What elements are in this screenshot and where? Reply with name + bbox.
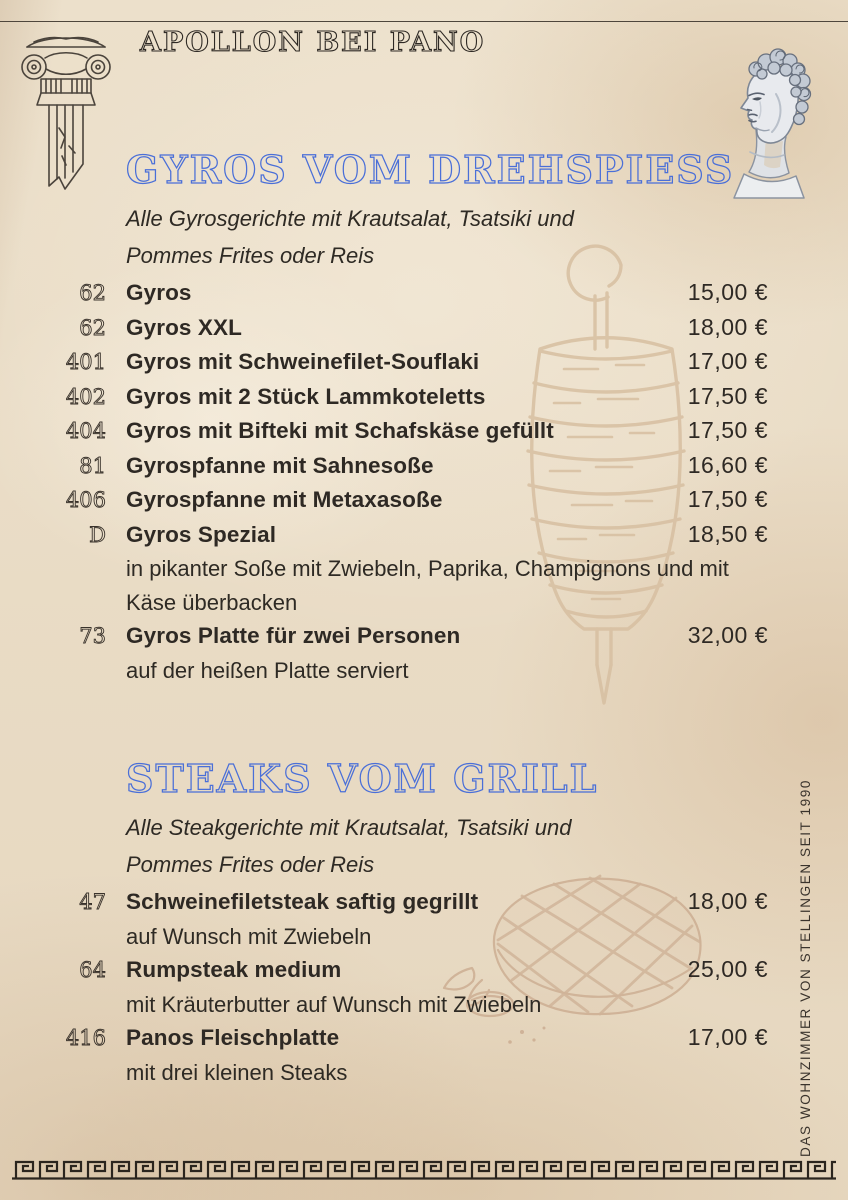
item-price: 17,00 € bbox=[687, 348, 768, 374]
item-description: in pikanter Soße mit Zwiebeln, Paprika, Champignons und mit Käse überbacken bbox=[126, 556, 729, 615]
item-number: 64 bbox=[79, 958, 106, 982]
menu-section bbox=[60, 147, 768, 687]
item-description: mit Kräuterbutter auf Wunsch mit Zwiebeln bbox=[126, 991, 542, 1017]
header-rule bbox=[0, 21, 848, 22]
item-name: Gyrospfanne mit Sahnesoße bbox=[126, 452, 434, 478]
side-note: DAS WOHNZIMMER VON STELLINGEN SEIT 1990 bbox=[798, 779, 813, 1157]
item-price: 17,50 € bbox=[687, 486, 768, 512]
menu-section bbox=[60, 756, 768, 1089]
item-price: 17,00 € bbox=[687, 1024, 768, 1050]
item-name: Gyros bbox=[126, 280, 192, 305]
item-name: Gyros mit Bifteki mit Schafskäse gefüllt bbox=[126, 418, 554, 443]
menu-sections bbox=[60, 147, 768, 1089]
meander-border-icon bbox=[12, 1159, 836, 1181]
item-price: 15,00 € bbox=[687, 279, 768, 305]
item-number: 62 bbox=[79, 281, 106, 305]
section-items bbox=[60, 276, 768, 687]
section-subtitle: Alle Steakgerichte mit Krautsalat, Tsatsiki und Pommes Frites oder Reis bbox=[126, 815, 572, 877]
item-price: 18,00 € bbox=[687, 888, 768, 914]
section-subtitle: Alle Gyrosgerichte mit Krautsalat, Tsatsiki und Pommes Frites oder Reis bbox=[126, 206, 574, 268]
item-name: Schweinefiletsteak saftig gegrillt bbox=[126, 889, 479, 914]
menu-item bbox=[60, 276, 768, 311]
item-number: 402 bbox=[65, 384, 106, 409]
item-price: 25,00 € bbox=[687, 956, 768, 982]
item-description: auf der heißen Platte serviert bbox=[126, 657, 409, 683]
item-number: 406 bbox=[65, 488, 106, 512]
section-title: GYROS VOM DREHSPIESS bbox=[126, 147, 735, 192]
item-description: mit drei kleinen Steaks bbox=[126, 1059, 348, 1085]
item-number: 404 bbox=[65, 419, 106, 443]
item-name: Gyrospfanne mit Metaxasoße bbox=[126, 487, 443, 512]
menu-item bbox=[60, 619, 768, 687]
menu-item bbox=[60, 885, 768, 953]
item-number: 416 bbox=[65, 1026, 106, 1050]
item-price: 32,00 € bbox=[687, 622, 768, 648]
menu-item bbox=[60, 953, 768, 1021]
menu-item bbox=[60, 345, 768, 380]
item-name: Rumpsteak medium bbox=[126, 957, 342, 982]
item-price: 17,50 € bbox=[687, 417, 768, 443]
section-items bbox=[60, 885, 768, 1089]
item-price: 18,00 € bbox=[687, 313, 768, 340]
item-name: Gyros Spezial bbox=[126, 521, 277, 547]
menu-item bbox=[60, 1021, 768, 1089]
menu-item bbox=[60, 483, 768, 518]
menu-item bbox=[60, 449, 768, 484]
item-name: Gyros Platte für zwei Personen bbox=[126, 623, 461, 648]
menu-item bbox=[60, 414, 768, 449]
section-title: STEAKS VOM GRILL bbox=[126, 756, 599, 801]
item-number: 401 bbox=[65, 350, 106, 374]
restaurant-name: APOLLON BEI PANO bbox=[140, 27, 486, 58]
item-number: 73 bbox=[79, 624, 106, 648]
item-number: 62 bbox=[79, 315, 106, 340]
menu-item bbox=[60, 380, 768, 415]
item-number: 81 bbox=[79, 453, 106, 478]
item-price: 18,50 € bbox=[687, 520, 768, 547]
item-price: 17,50 € bbox=[687, 382, 768, 409]
item-number: 47 bbox=[79, 890, 106, 914]
item-description: auf Wunsch mit Zwiebeln bbox=[126, 923, 372, 949]
menu-item bbox=[60, 518, 768, 620]
menu-item bbox=[60, 311, 768, 346]
item-name: Gyros XXL bbox=[126, 314, 242, 340]
item-name: Gyros mit Schweinefilet-Souflaki bbox=[126, 349, 480, 374]
item-number: D bbox=[89, 522, 106, 547]
item-price: 16,60 € bbox=[687, 451, 768, 478]
item-name: Panos Fleischplatte bbox=[126, 1025, 340, 1050]
item-name: Gyros mit 2 Stück Lammkoteletts bbox=[126, 383, 486, 409]
